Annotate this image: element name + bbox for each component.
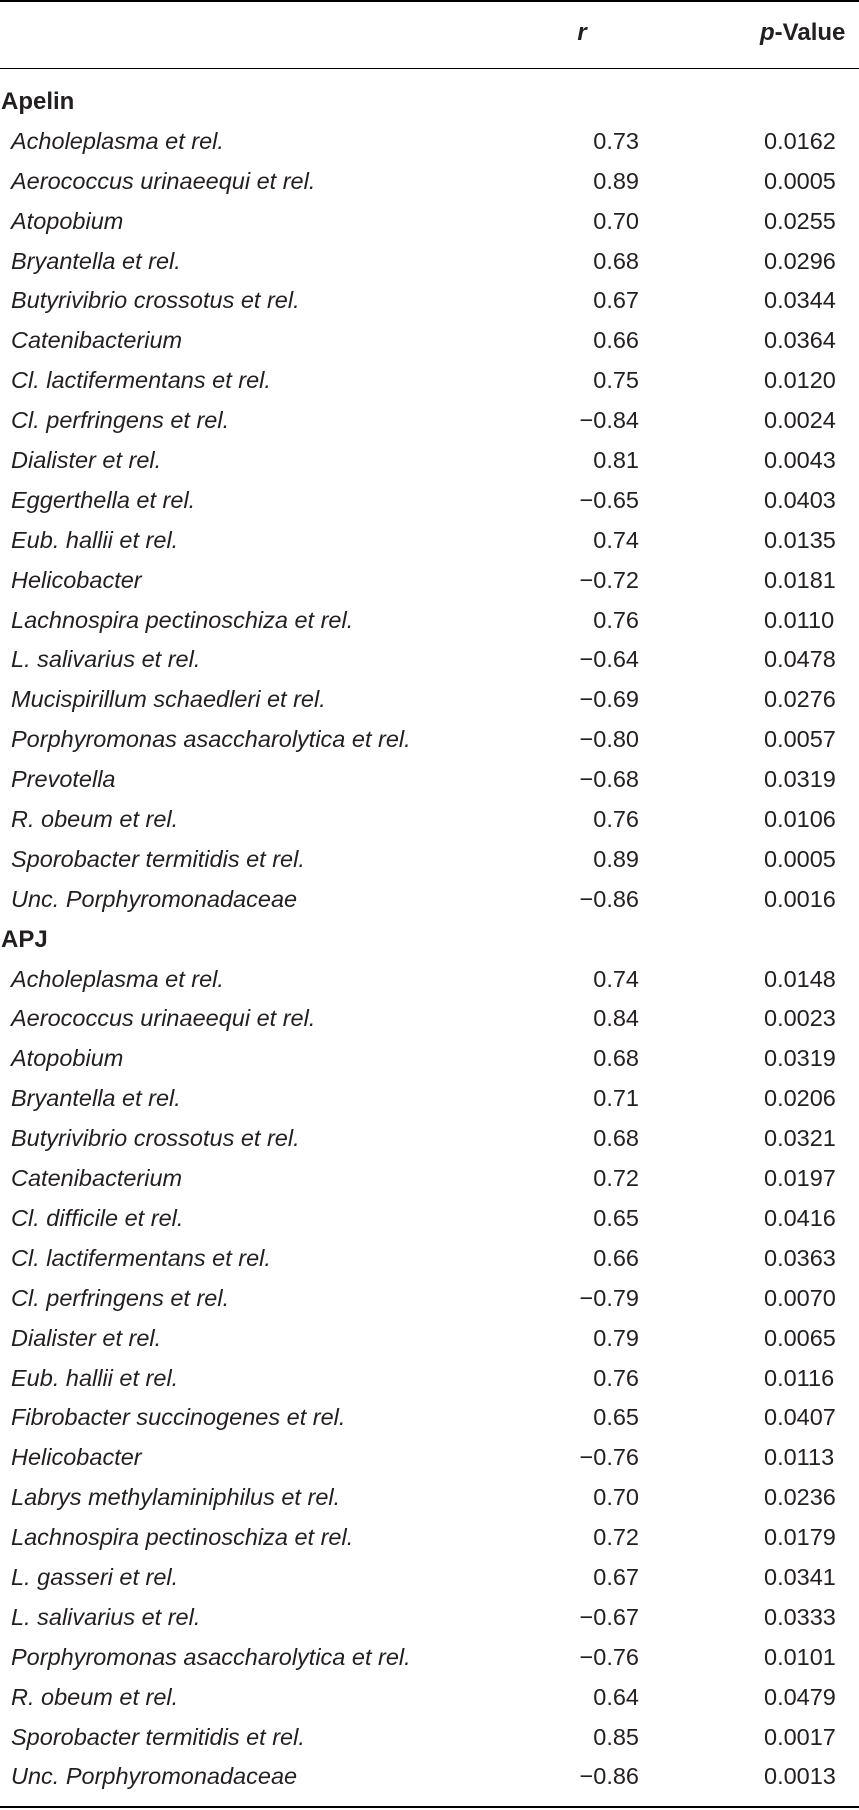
- table-row: [0, 680, 859, 720]
- p-value: 0.0120: [764, 367, 836, 394]
- p-value: 0.0479: [764, 1683, 836, 1710]
- table-row: [0, 122, 859, 162]
- taxon-name: Dialister et rel.: [11, 447, 162, 474]
- r-value: 0.74: [593, 965, 639, 992]
- r-value: −0.69: [579, 686, 639, 713]
- table-row: [0, 162, 859, 202]
- p-value: 0.0478: [764, 646, 836, 673]
- taxon-name: Fibrobacter succinogenes et rel.: [11, 1404, 346, 1431]
- taxon-name: Sporobacter termitidis et rel.: [11, 845, 305, 872]
- p-value: 0.0319: [764, 1045, 836, 1072]
- p-value: 0.0363: [764, 1244, 836, 1271]
- table-row: [0, 880, 859, 920]
- taxon-name: Eub. hallii et rel.: [11, 1364, 179, 1391]
- table-row: [0, 1199, 859, 1239]
- table-row: [0, 561, 859, 601]
- taxon-name: Cl. difficile et rel.: [11, 1204, 184, 1231]
- r-value: 0.66: [593, 327, 639, 354]
- table-row: [0, 1678, 859, 1718]
- taxon-name: Butyrivibrio crossotus et rel.: [11, 1125, 300, 1152]
- table-row: [0, 242, 859, 282]
- table-row: [0, 521, 859, 561]
- taxon-name: Eub. hallii et rel.: [11, 526, 179, 553]
- p-value: 0.0255: [764, 207, 836, 234]
- p-value: 0.0403: [764, 486, 836, 513]
- table-row: [0, 361, 859, 401]
- p-value: 0.0416: [764, 1204, 836, 1231]
- r-value: 0.75: [593, 367, 639, 394]
- p-value: 0.0101: [764, 1643, 836, 1670]
- p-value: 0.0057: [764, 726, 836, 753]
- taxon-name: Catenibacterium: [11, 327, 183, 354]
- r-value: −0.79: [579, 1284, 639, 1311]
- r-value: 0.89: [593, 845, 639, 872]
- p-value: 0.0005: [764, 167, 836, 194]
- taxon-name: Labrys methylaminiphilus et rel.: [11, 1484, 341, 1511]
- r-value: 0.71: [593, 1085, 639, 1112]
- taxon-name: Unc. Porphyromonadaceae: [11, 1763, 298, 1790]
- table-row: [0, 1359, 859, 1399]
- r-value: 0.72: [593, 1524, 639, 1551]
- p-value: 0.0113: [764, 1444, 835, 1471]
- table-row: [0, 1279, 859, 1319]
- r-value: 0.76: [593, 806, 639, 833]
- p-value: 0.0005: [764, 845, 836, 872]
- taxon-name: Acholeplasma et rel.: [11, 965, 224, 992]
- p-value: 0.0023: [764, 1005, 836, 1032]
- taxon-name: Mucispirillum schaedleri et rel.: [11, 686, 326, 713]
- r-value: 0.66: [593, 1244, 639, 1271]
- r-value: −0.64: [579, 646, 639, 673]
- taxon-name: Helicobacter: [11, 1444, 142, 1471]
- r-value: −0.76: [579, 1643, 639, 1670]
- r-value: 0.76: [593, 606, 639, 633]
- r-value: 0.79: [593, 1324, 639, 1351]
- taxon-name: Eggerthella et rel.: [11, 486, 196, 513]
- r-value: 0.64: [593, 1683, 639, 1710]
- taxon-name: Catenibacterium: [11, 1165, 183, 1192]
- taxon-name: Prevotella: [11, 766, 116, 793]
- group-row: [0, 920, 859, 960]
- table-row: [0, 202, 859, 242]
- p-value: 0.0106: [764, 806, 836, 833]
- r-value: −0.84: [579, 407, 639, 434]
- r-value: −0.72: [579, 566, 639, 593]
- table-row: [0, 1079, 859, 1119]
- p-value: 0.0065: [764, 1324, 836, 1351]
- table-row: [0, 1159, 859, 1199]
- table-row: [0, 840, 859, 880]
- table-bottom-rule: [0, 1806, 859, 1808]
- table-row: [0, 800, 859, 840]
- table-row: [0, 1638, 859, 1678]
- taxon-name: Porphyromonas asaccharolytica et rel.: [11, 726, 411, 753]
- table-row: [0, 720, 859, 760]
- taxon-name: L. gasseri et rel.: [11, 1563, 179, 1590]
- table-row: [0, 1757, 859, 1797]
- taxon-name: Cl. perfringens et rel.: [11, 1284, 230, 1311]
- taxon-name: Unc. Porphyromonadaceae: [11, 885, 298, 912]
- r-value: 0.84: [593, 1005, 639, 1032]
- p-value: 0.0236: [764, 1484, 836, 1511]
- p-value: 0.0024: [764, 407, 836, 434]
- r-value: −0.86: [579, 1763, 639, 1790]
- table-row: [0, 401, 859, 441]
- r-value: −0.67: [579, 1603, 639, 1630]
- r-value: 0.74: [593, 526, 639, 553]
- table-row: [0, 321, 859, 361]
- table-row: [0, 760, 859, 800]
- taxon-name: Atopobium: [11, 207, 124, 234]
- table-row: [0, 1039, 859, 1079]
- taxon-name: Lachnospira pectinoschiza et rel.: [11, 1524, 354, 1551]
- taxon-name: Bryantella et rel.: [11, 1085, 181, 1112]
- r-value: 0.73: [593, 127, 639, 154]
- p-value: 0.0070: [764, 1284, 836, 1311]
- p-value-suffix: -Value: [774, 19, 846, 46]
- r-value: 0.68: [593, 1125, 639, 1152]
- p-value-italic-p: p: [760, 19, 775, 46]
- p-value: 0.0341: [764, 1563, 836, 1590]
- table-row: [0, 1478, 859, 1518]
- p-value: 0.0162: [764, 127, 836, 154]
- p-value: 0.0364: [764, 327, 836, 354]
- p-value: 0.0206: [764, 1085, 836, 1112]
- header-rule: [0, 68, 859, 69]
- table-row: [0, 999, 859, 1039]
- taxon-name: Aerococcus urinaeequi et rel.: [11, 167, 316, 194]
- p-value: 0.0321: [764, 1125, 836, 1152]
- p-value: 0.0017: [764, 1723, 836, 1750]
- r-value: 0.81: [593, 447, 639, 474]
- table-row: [0, 601, 859, 641]
- p-value: 0.0135: [764, 526, 836, 553]
- p-value: 0.0197: [764, 1165, 836, 1192]
- r-value: 0.68: [593, 1045, 639, 1072]
- p-value: 0.0333: [764, 1603, 836, 1630]
- group-name: APJ: [1, 925, 48, 953]
- r-value: −0.68: [579, 766, 639, 793]
- p-value: 0.0296: [764, 247, 836, 274]
- taxon-name: Cl. lactifermentans et rel.: [11, 1244, 271, 1271]
- table-row: [0, 640, 859, 680]
- table-row: [0, 1438, 859, 1478]
- table-top-rule: [0, 0, 859, 2]
- r-value: −0.65: [579, 486, 639, 513]
- r-value: 0.70: [593, 207, 639, 234]
- table-body: [0, 82, 859, 1797]
- table-row: [0, 1319, 859, 1359]
- taxon-name: Dialister et rel.: [11, 1324, 162, 1351]
- r-value: 0.65: [593, 1404, 639, 1431]
- p-value: 0.0013: [764, 1763, 836, 1790]
- table-row: [0, 1518, 859, 1558]
- column-header-r: r: [577, 19, 587, 46]
- table-row: [0, 1598, 859, 1638]
- taxon-name: L. salivarius et rel.: [11, 1603, 201, 1630]
- group-name: Apelin: [1, 88, 75, 115]
- p-value: 0.0116: [764, 1364, 835, 1391]
- table-row: [0, 1718, 859, 1758]
- r-value: 0.76: [593, 1364, 639, 1391]
- taxon-name: L. salivarius et rel.: [11, 646, 201, 673]
- r-value: 0.89: [593, 167, 639, 194]
- table-row: [0, 1239, 859, 1279]
- taxon-name: Cl. lactifermentans et rel.: [11, 367, 271, 394]
- p-value: 0.0016: [764, 885, 836, 912]
- p-value: 0.0179: [764, 1524, 836, 1551]
- taxon-name: Acholeplasma et rel.: [11, 127, 224, 154]
- taxon-name: Helicobacter: [11, 566, 142, 593]
- p-value: 0.0276: [764, 686, 836, 713]
- taxon-name: Cl. perfringens et rel.: [11, 407, 230, 434]
- r-value: 0.85: [593, 1723, 639, 1750]
- r-value: −0.80: [579, 726, 639, 753]
- r-value: 0.67: [593, 287, 639, 314]
- table-row: [0, 441, 859, 481]
- table-row: [0, 1119, 859, 1159]
- taxon-name: R. obeum et rel.: [11, 806, 179, 833]
- taxon-name: Butyrivibrio crossotus et rel.: [11, 287, 300, 314]
- r-value: 0.72: [593, 1165, 639, 1192]
- r-value: −0.86: [579, 885, 639, 912]
- taxon-name: Sporobacter termitidis et rel.: [11, 1723, 305, 1750]
- r-value: 0.70: [593, 1484, 639, 1511]
- taxon-name: Atopobium: [11, 1045, 124, 1072]
- p-value: 0.0043: [764, 447, 836, 474]
- r-value: 0.68: [593, 247, 639, 274]
- p-value: 0.0344: [764, 287, 836, 314]
- group-row: [0, 82, 859, 122]
- r-value: 0.65: [593, 1204, 639, 1231]
- table-row: [0, 281, 859, 321]
- p-value: 0.0110: [764, 606, 835, 633]
- p-value: 0.0181: [764, 566, 836, 593]
- table-row: [0, 1558, 859, 1598]
- p-value: 0.0407: [764, 1404, 836, 1431]
- taxon-name: Porphyromonas asaccharolytica et rel.: [11, 1643, 411, 1670]
- table-row: [0, 1398, 859, 1438]
- taxon-name: R. obeum et rel.: [11, 1683, 179, 1710]
- table-row: [0, 481, 859, 521]
- taxon-name: Bryantella et rel.: [11, 247, 181, 274]
- taxon-name: Lachnospira pectinoschiza et rel.: [11, 606, 354, 633]
- r-value: 0.67: [593, 1563, 639, 1590]
- p-value: 0.0148: [764, 965, 836, 992]
- p-value: 0.0319: [764, 766, 836, 793]
- table-row: [0, 960, 859, 1000]
- column-header-p-value: [760, 16, 845, 50]
- taxon-name: Aerococcus urinaeequi et rel.: [11, 1005, 316, 1032]
- r-value: −0.76: [579, 1444, 639, 1471]
